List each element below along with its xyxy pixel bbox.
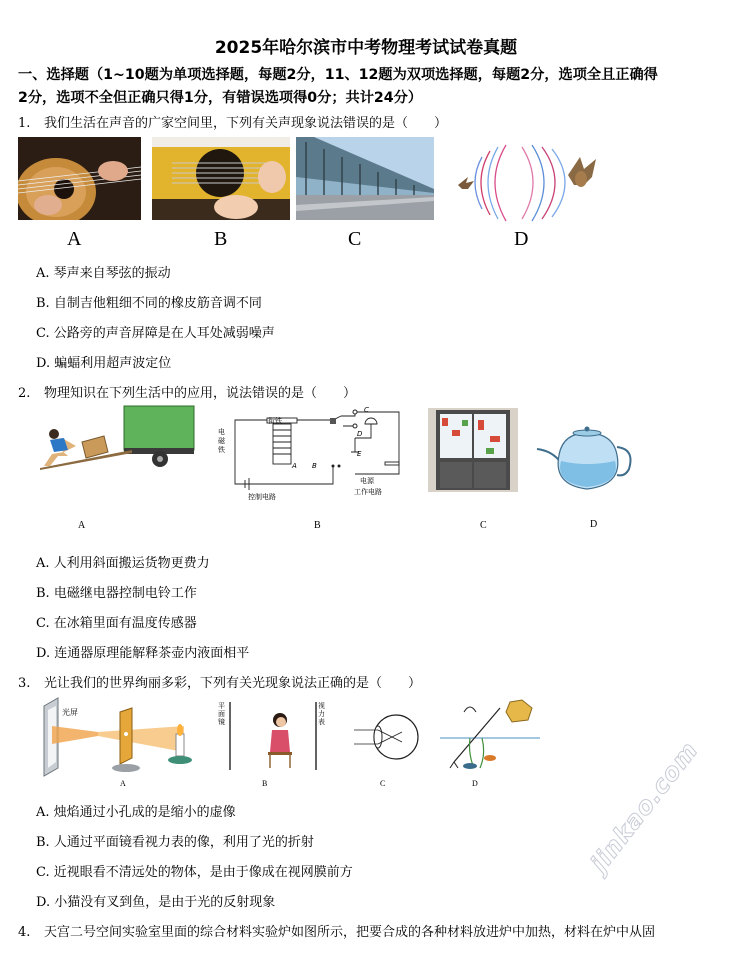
- question-number: 4.: [18, 925, 31, 940]
- point-a: A: [292, 462, 297, 470]
- option-a: A. 烛焰通过小孔成的是缩小的虚像: [36, 805, 236, 820]
- noise-barrier-photo: [296, 137, 434, 220]
- screen-label: 光屏: [62, 708, 78, 717]
- section-heading: [18, 64, 718, 110]
- option-a: A. 人利用斜面搬运货物更费力: [36, 556, 210, 571]
- question-stem: 我们生活在声音的广家空间里，下列有关声现象说法错误的是（ ）: [44, 116, 448, 131]
- ramp-truck-figure: [36, 404, 196, 474]
- option-c: C. 公路旁的声音屏障是在人耳处减弱噪声: [36, 326, 275, 341]
- box-guitar-photo: [152, 137, 290, 220]
- figure-label-c: C: [348, 228, 362, 250]
- question-number: 1.: [18, 116, 31, 131]
- armature-label: 衔铁: [268, 417, 282, 425]
- option-c: C. 在冰箱里面有温度传感器: [36, 616, 197, 631]
- relay-circuit-diagram: [215, 404, 415, 500]
- section-line-2: 2分，选项不全但正确只得1分，有错误选项得0分；共计24分）: [18, 90, 423, 106]
- guitar-photo: [18, 137, 141, 220]
- mirror-label: 平面镜: [218, 702, 225, 726]
- figure-label-d: D: [514, 228, 529, 250]
- question-number: 2.: [18, 386, 31, 401]
- question-1: [18, 112, 718, 131]
- figure-label-b: B: [314, 520, 321, 531]
- figure-label-a: A: [120, 779, 126, 788]
- page-title: 2025年哈尔滨市中考物理考试试卷真题: [214, 38, 518, 58]
- figure-label-d: D: [472, 779, 478, 788]
- question-number: 3.: [18, 676, 31, 691]
- electromagnet-label: 电磁铁: [218, 428, 225, 454]
- eye-chart-label: 视力表: [318, 702, 325, 726]
- point-c: C: [364, 406, 369, 414]
- option-d: D. 小猫没有叉到鱼，是由于光的反射现象: [36, 895, 276, 910]
- option-b: B. 电磁继电器控制电铃工作: [36, 586, 197, 601]
- power-label: 电源: [360, 477, 374, 485]
- figure-label-a: A: [67, 228, 82, 250]
- section-line-1: 一、选择题（1~10题为单项选择题，每题2分，11、12题为双项选择题，每题2分，选项全且正确得: [18, 67, 658, 83]
- question-2: [18, 382, 718, 401]
- figure-label-c: C: [380, 779, 386, 788]
- option-b: B. 自制吉他粗细不同的橡皮筋音调不同: [36, 296, 262, 311]
- figure-label-a: A: [78, 520, 86, 531]
- question-4: [18, 921, 718, 940]
- option-d: D. 蝙蝠利用超声波定位: [36, 356, 172, 371]
- fridge-photo: [428, 408, 518, 492]
- cat-fishing-figure: [440, 698, 540, 774]
- bat-echolocation-figure: [450, 137, 600, 227]
- figure-label-b: B: [262, 779, 268, 788]
- point-b: B: [312, 462, 317, 470]
- control-circuit-label: 控制电路: [248, 493, 276, 501]
- question-3: [18, 672, 718, 691]
- myopia-eye-figure: [354, 706, 424, 768]
- question-stem: 物理知识在下列生活中的应用，说法错误的是（ ）: [44, 386, 357, 401]
- mirror-eye-chart-figure: [214, 700, 334, 772]
- teapot-figure: [533, 425, 637, 495]
- pinhole-camera-figure: [34, 696, 204, 778]
- figure-label-d: D: [590, 519, 598, 530]
- option-c: C. 近视眼看不清远处的物体，是由于像成在视网膜前方: [36, 865, 353, 880]
- option-a: A. 琴声来自琴弦的振动: [36, 266, 171, 281]
- option-d: D. 连通器原理能解释茶壶内液面相平: [36, 646, 250, 661]
- question-stem: 天宫二号空间实验室里面的综合材料实验炉如图所示，把要合成的各种材料放进炉中加热，材料在炉中从固: [44, 925, 656, 940]
- option-b: B. 人通过平面镜看视力表的像，利用了光的折射: [36, 835, 314, 850]
- point-d: D: [357, 430, 363, 438]
- work-circuit-label: 工作电路: [354, 488, 382, 496]
- point-e: E: [357, 450, 362, 458]
- watermark-logo: jinkao.com: [585, 736, 704, 878]
- figure-label-b: B: [214, 228, 228, 250]
- question-stem: 光让我们的世界绚丽多彩，下列有关光现象说法正确的是（ ）: [44, 676, 422, 691]
- figure-label-c: C: [480, 520, 487, 531]
